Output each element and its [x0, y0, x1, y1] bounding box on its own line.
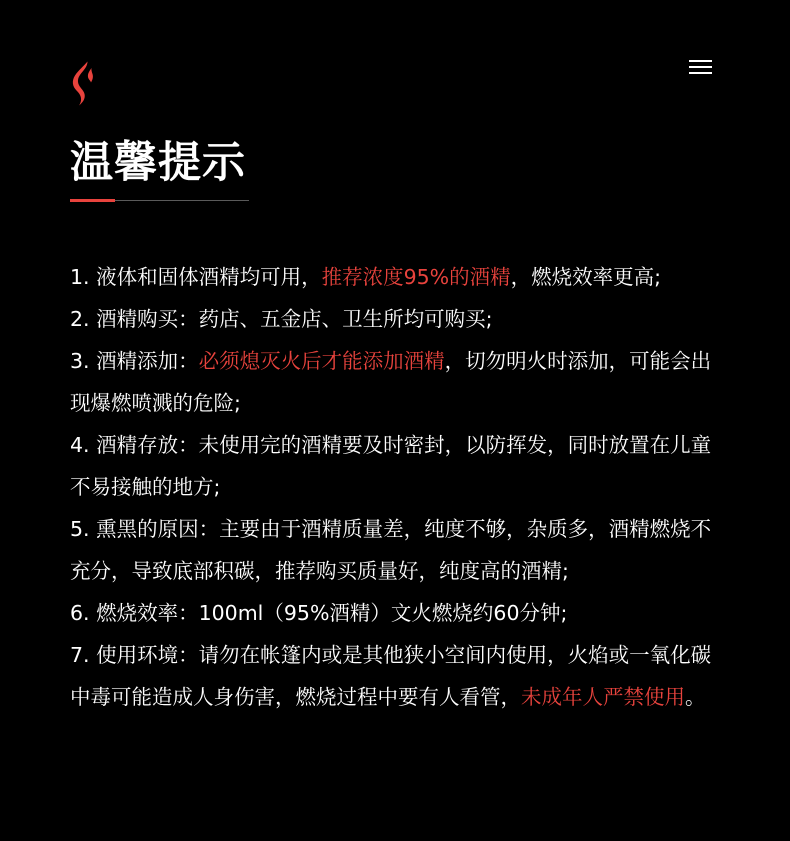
tip-highlight: 未成年人严禁使用 [521, 685, 685, 709]
tip-item [70, 592, 720, 634]
menu-button[interactable] [688, 58, 714, 76]
tip-text: 2. 酒精购买：药店、五金店、卫生所均可购买; [70, 307, 493, 331]
tip-text: 6. 燃烧效率：100ml（95%酒精）文火燃烧约60分钟; [70, 601, 568, 625]
tip-text: 。 [685, 685, 706, 709]
title-accent-bar [70, 199, 115, 202]
tips-list [70, 256, 720, 718]
tip-text: 5. 熏黑的原因：主要由于酒精质量差，纯度不够，杂质多，酒精燃烧不充分，导致底部积碳，推荐购买质量好，纯度高的酒精; [70, 517, 712, 583]
tip-item [70, 424, 720, 508]
tip-text: ，燃烧效率更高; [510, 265, 662, 289]
tip-item [70, 298, 720, 340]
flame-s-logo-icon [70, 60, 96, 106]
tip-text: ，切勿明火时添加，可能会出现爆燃喷溅的危险; [70, 349, 712, 415]
tip-text: 1. 液体和固体酒精均可用， [70, 265, 322, 289]
tip-highlight: 推荐浓度95%的酒精 [321, 265, 511, 289]
tip-item [70, 256, 720, 298]
tip-highlight: 必须熄灭火后才能添加酒精 [198, 349, 445, 373]
tip-text: 7. 使用环境：请勿在帐篷内或是其他狭小空间内使用，火焰或一氧化碳中毒可能造成人身伤害，燃烧过程中要有人看管， [70, 643, 712, 709]
tip-text: 4. 酒精存放：未使用完的酒精要及时密封，以防挥发，同时放置在儿童不易接触的地方; [70, 433, 712, 499]
tip-text: 3. 酒精添加： [70, 349, 199, 373]
menu-bar [689, 60, 712, 62]
tip-item [70, 340, 720, 424]
tip-item [70, 634, 720, 718]
page-title: 温馨提示 [70, 138, 246, 188]
tip-item [70, 508, 720, 592]
menu-bar [689, 72, 712, 74]
menu-bar [689, 66, 712, 68]
